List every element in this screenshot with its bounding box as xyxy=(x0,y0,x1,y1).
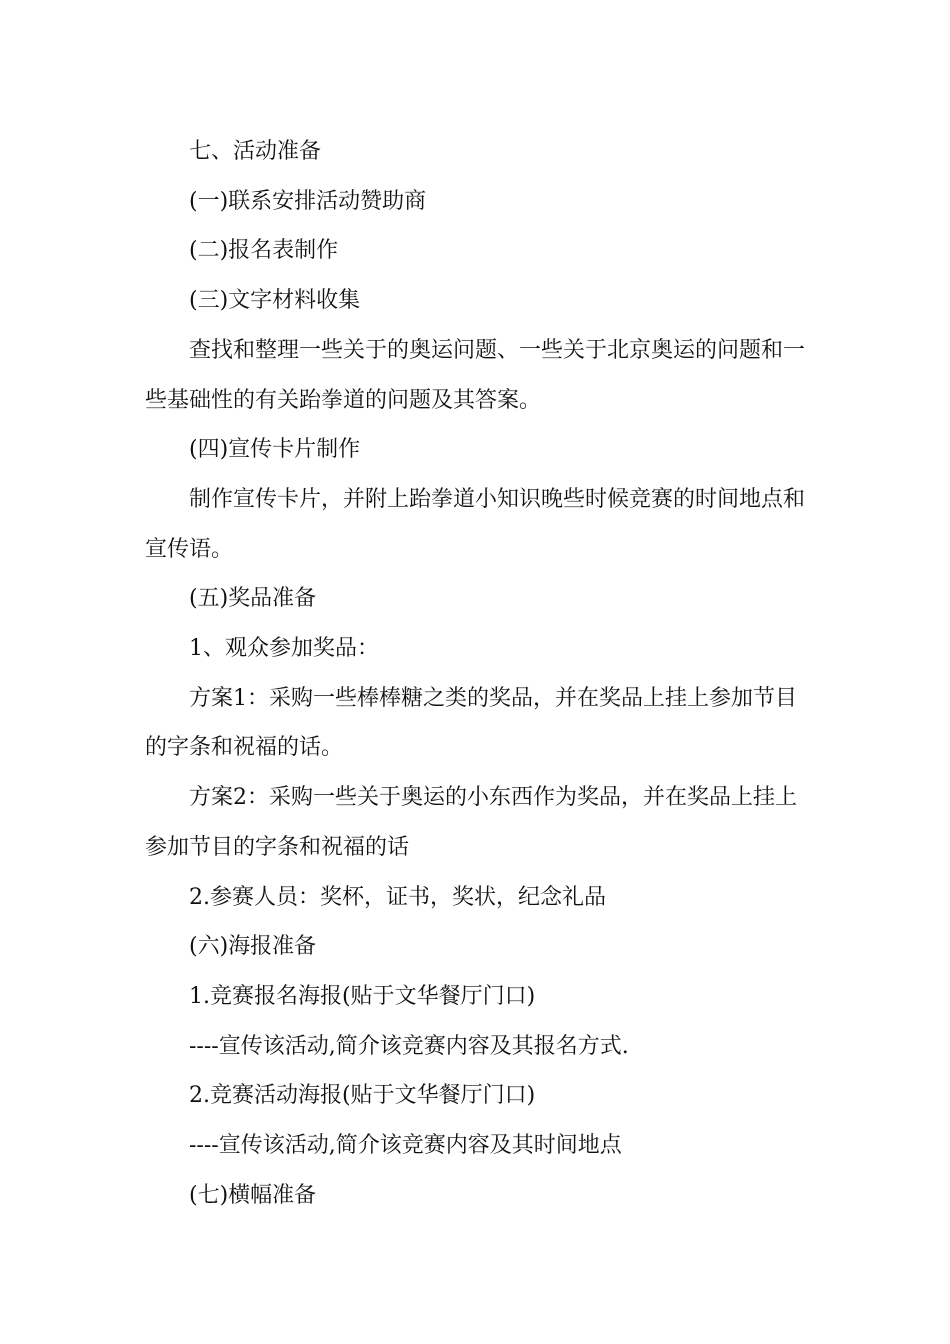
paragraph-registration-poster-desc: ----宣传该活动,简介该竞赛内容及其报名方式. xyxy=(189,1033,629,1059)
subsection-text-materials: (三)文字材料收集 xyxy=(189,288,361,314)
paragraph-plan-1: 方案1：采购一些棒棒糖之类的奖品，并在奖品上挂上参加节目的字条和祝福的话。 xyxy=(145,685,797,761)
subsection-sponsors: (一)联系安排活动赞助商 xyxy=(189,188,427,214)
section-heading-preparation: 七、活动准备 xyxy=(189,139,322,164)
subsection-promo-cards: (四)宣传卡片制作 xyxy=(189,437,361,463)
subsection-prizes: (五)奖品准备 xyxy=(189,586,317,612)
subsection-registration-form: (二)报名表制作 xyxy=(189,238,339,264)
document-body xyxy=(145,127,807,1220)
list-item-registration-poster: 1.竞赛报名海报(贴于文华餐厅门口) xyxy=(189,983,536,1009)
subsection-posters: (六)海报准备 xyxy=(189,934,317,960)
list-item-activity-poster: 2.竞赛活动海报(贴于文华餐厅门口) xyxy=(189,1083,536,1109)
paragraph-plan-2: 方案2：采购一些关于奥运的小东西作为奖品，并在奖品上挂上参加节目的字条和祝福的话 xyxy=(145,785,797,860)
paragraph-promo-cards: 制作宣传卡片，并附上跆拳道小知识晚些时候竞赛的时间地点和宣传语。 xyxy=(145,486,806,562)
paragraph-text-materials: 查找和整理一些关于的奥运问题、一些关于北京奥运的问题和一些基础性的有关跆拳道的问题及其答案。 xyxy=(145,337,806,413)
list-item-audience-prizes: 1、观众参加奖品： xyxy=(189,636,379,662)
subsection-banners: (七)横幅准备 xyxy=(189,1182,317,1208)
paragraph-activity-poster-desc: ----宣传该活动,简介该竞赛内容及其时间地点 xyxy=(189,1133,622,1159)
list-item-contestant-prizes: 2.参赛人员：奖杯，证书，奖状，纪念礼品 xyxy=(189,884,606,910)
